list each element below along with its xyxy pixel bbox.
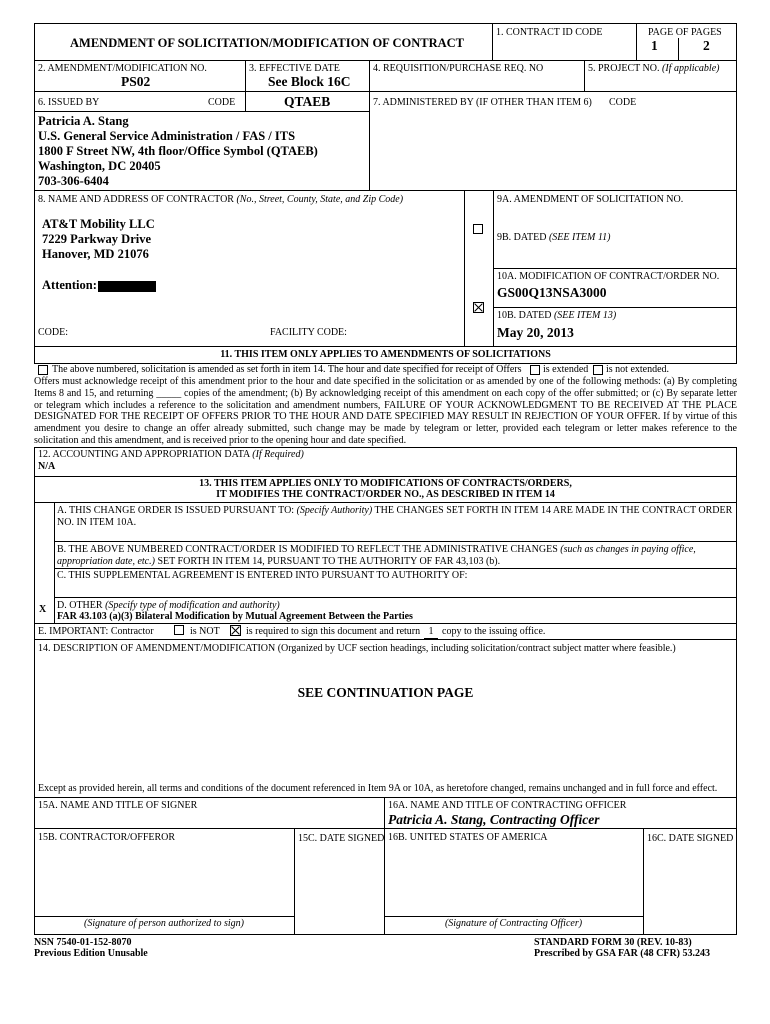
item13c-text: C. THIS SUPPLEMENTAL AGREEMENT IS ENTERED INTO PURSUANT TO AUTHORITY OF: [57,570,468,581]
issuer-line: 703-306-6404 [38,174,109,188]
is-not-checkbox[interactable] [174,625,184,635]
description-label: 14. DESCRIPTION OF AMENDMENT/MODIFICATION (Organized by UCF section headings, including solicitation/contract subject matter where feasible.) [38,643,676,654]
contractor-signature-caption: (Signature of person authorized to sign) [84,918,244,929]
issuer-line: Patricia A. Stang [38,114,129,128]
extended-label: is extended [543,364,589,375]
issued-by-code-label: CODE [208,97,236,108]
prescribed-by-label: Prescribed by GSA FAR (48 CFR) 53.243 [534,948,711,959]
is-not-label: is NOT [190,626,220,637]
issued-by-label: 6. ISSUED BY [38,97,100,108]
contractor-label: 8. NAME AND ADDRESS OF CONTRACTOR (No., Street, County, State, and Zip Code) [38,194,404,205]
item13-title-2: IT MODIFIES THE CONTRACT/ORDER NO., AS DESCRIBED IN ITEM 14 [216,489,555,500]
administered-by-label: 7. ADMINISTERED BY (IF OTHER THAN ITEM 6) [373,97,592,108]
issuer-address [38,114,318,189]
issuer-line: 1800 F Street NW, 4th floor/Office Symbol (QTAEB) [38,144,318,158]
issuer-line: Washington, DC 20405 [38,159,161,173]
modification-contract-label: 10A. MODIFICATION OF CONTRACT/ORDER NO. [497,271,720,282]
contractor-code-label: CODE: [38,327,68,338]
is-required-checkbox-checked[interactable] [230,625,241,636]
item11-title: 11. THIS ITEM ONLY APPLIES TO AMENDMENTS OF SOLICITATIONS [220,349,551,360]
attention-label: Attention: [42,278,97,292]
item11-paragraph: Offers must acknowledge receipt of this amendment prior to the hour and date specified in the solicitation or as amended by one of the following methods: (a) By completing Items 8 and 15, and returning _____ copies of the amendment; (b) By acknowledging receipt of this amendment on each copy of the offer submitted; or (c) By separate letter or telegram which includes a reference to the solicitation and amendment numbers, FAILURE OF YOUR ACKNOWLEDGMENT TO BE RECEIVED AT THE PLACE DESIGNATED FOR THE RECEIPT OF OFFERS PRIOR TO THE HOUR AND DATE SPECIFIED MAY RESULT IN REJECTION OF YOUR OFFER. If by virtue of this amendment you desire to change an offer already submitted, such change may be made by telegram or letter, provided each telegram or letter makes reference to the solicitation and this amendment, and is received prior to the opening hour and date specified. [34,376,737,446]
block-10b-value: May 20, 2013 [497,325,574,340]
officer-date-label: 16C. DATE SIGNED [647,833,734,844]
project-label: 5. PROJECT NO. (If applicable) [588,63,720,74]
contractor-line: 7229 Parkway Drive [42,232,152,246]
is-required-label: is required to sign this document and return [246,626,421,637]
amendment-solicitation-label: 9A. AMENDMENT OF SOLICITATION NO. [497,194,684,205]
nsn-number: NSN 7540-01-152-8070 [34,937,132,948]
page-of-pages-label: PAGE OF PAGES [648,27,722,38]
continuation-note: SEE CONTINUATION PAGE [297,685,474,700]
accounting-label: 12. ACCOUNTING AND APPROPRIATION DATA (If Required) [38,449,304,460]
previous-edition-note: Previous Edition Unusable [34,948,148,959]
item13-title-1: 13. THIS ITEM APPLIES ONLY TO MODIFICATIONS OF CONTRACTS/ORDERS, [199,478,572,489]
not-extended-label: is not extended. [606,364,670,375]
standard-form-label: STANDARD FORM 30 (REV. 10-83) [534,937,692,948]
modification-contract-value: GS00Q13NSA3000 [497,285,607,300]
administered-by-code-label: CODE [609,97,637,108]
form-title: AMENDMENT OF SOLICITATION/MODIFICATION OF CONTRACT [70,36,465,50]
requisition-label: 4. REQUISITION/PURCHASE REQ. NO [373,63,544,74]
copies-tail: copy to the issuing office. [442,626,546,637]
effective-date-value: See Block 16C [268,74,351,89]
not-extended-checkbox[interactable] [593,365,603,375]
officer-signature-caption: (Signature of Contracting Officer) [444,918,583,929]
copies-value: 1 [424,626,438,639]
page-count: 2 [703,38,710,53]
item13d-value: FAR 43.103 (a)(3) Bilateral Modification by Mutual Agreement Between the Parties [57,611,413,622]
item13b-text: B. THE ABOVE NUMBERED CONTRACT/ORDER IS MODIFIED TO REFLECT THE ADMINISTRATIVE CHANGES (such as changes in paying office, appropriation date, etc.) SET FORTH IN ITEM 14, PURSUANT TO THE AUTHORITY OF FAR 43,103 (b). [57,544,696,567]
contractor-offeror-label: 15B. CONTRACTOR/OFFEROR [38,832,176,843]
except-statement: Except as provided herein, all terms and conditions of the document referenced in Item 9A or 10A, as heretofore changed, remains unchanged and in full force and effect. [38,783,718,794]
contractor-line: AT&T Mobility LLC [42,217,155,231]
contract-id-label: 1. CONTRACT ID CODE [496,27,603,38]
extended-checkbox[interactable] [530,365,540,375]
issuer-line: U.S. General Service Administration / FAS / ITS [38,129,296,143]
block-10b-label: 10B. DATED (SEE ITEM 13) [497,310,617,321]
amendment-label: 2. AMENDMENT/MODIFICATION NO. [38,63,207,74]
item13a-text: A. THIS CHANGE ORDER IS ISSUED PURSUANT TO: (Specify Authority) THE CHANGES SET FORTH IN ITEM 14 ARE MADE IN THE CONTRACT ORDER NO. IN ITEM 10A. [57,505,733,528]
block-9b-label: 9B. DATED (SEE ITEM 11) [497,232,611,243]
solicitation-amended-checkbox[interactable] [38,365,48,375]
signer-name-label: 15A. NAME AND TITLE OF SIGNER [38,800,198,811]
facility-code-label: FACILITY CODE: [270,327,347,338]
amendment-checkbox[interactable] [473,224,483,234]
item13d-text: D. OTHER (Specify type of modification and authority) [57,600,280,611]
item11-line1: The above numbered, solicitation is amended as set forth in item 14. The hour and date specified for receipt of Offers [52,364,522,375]
issued-by-code-value: QTAEB [284,94,331,109]
officer-name-value: Patricia A. Stang, Contracting Officer [388,812,600,827]
effective-date-label: 3. EFFECTIVE DATE [249,63,340,74]
contractor-address [42,217,155,262]
accounting-value: N/A [38,461,56,472]
important-label: E. IMPORTANT: Contractor [38,626,154,637]
page-number: 1 [651,38,658,53]
modification-checkbox-checked[interactable] [473,302,484,313]
usa-label: 16B. UNITED STATES OF AMERICA [388,832,548,843]
contractor-date-label: 15C. DATE SIGNED [298,833,385,844]
amendment-value: PS02 [121,74,151,89]
item13d-mark: X [39,604,47,615]
officer-name-label: 16A. NAME AND TITLE OF CONTRACTING OFFICER [388,800,627,811]
redaction-block [98,281,156,292]
contractor-line: Hanover, MD 21076 [42,247,149,261]
